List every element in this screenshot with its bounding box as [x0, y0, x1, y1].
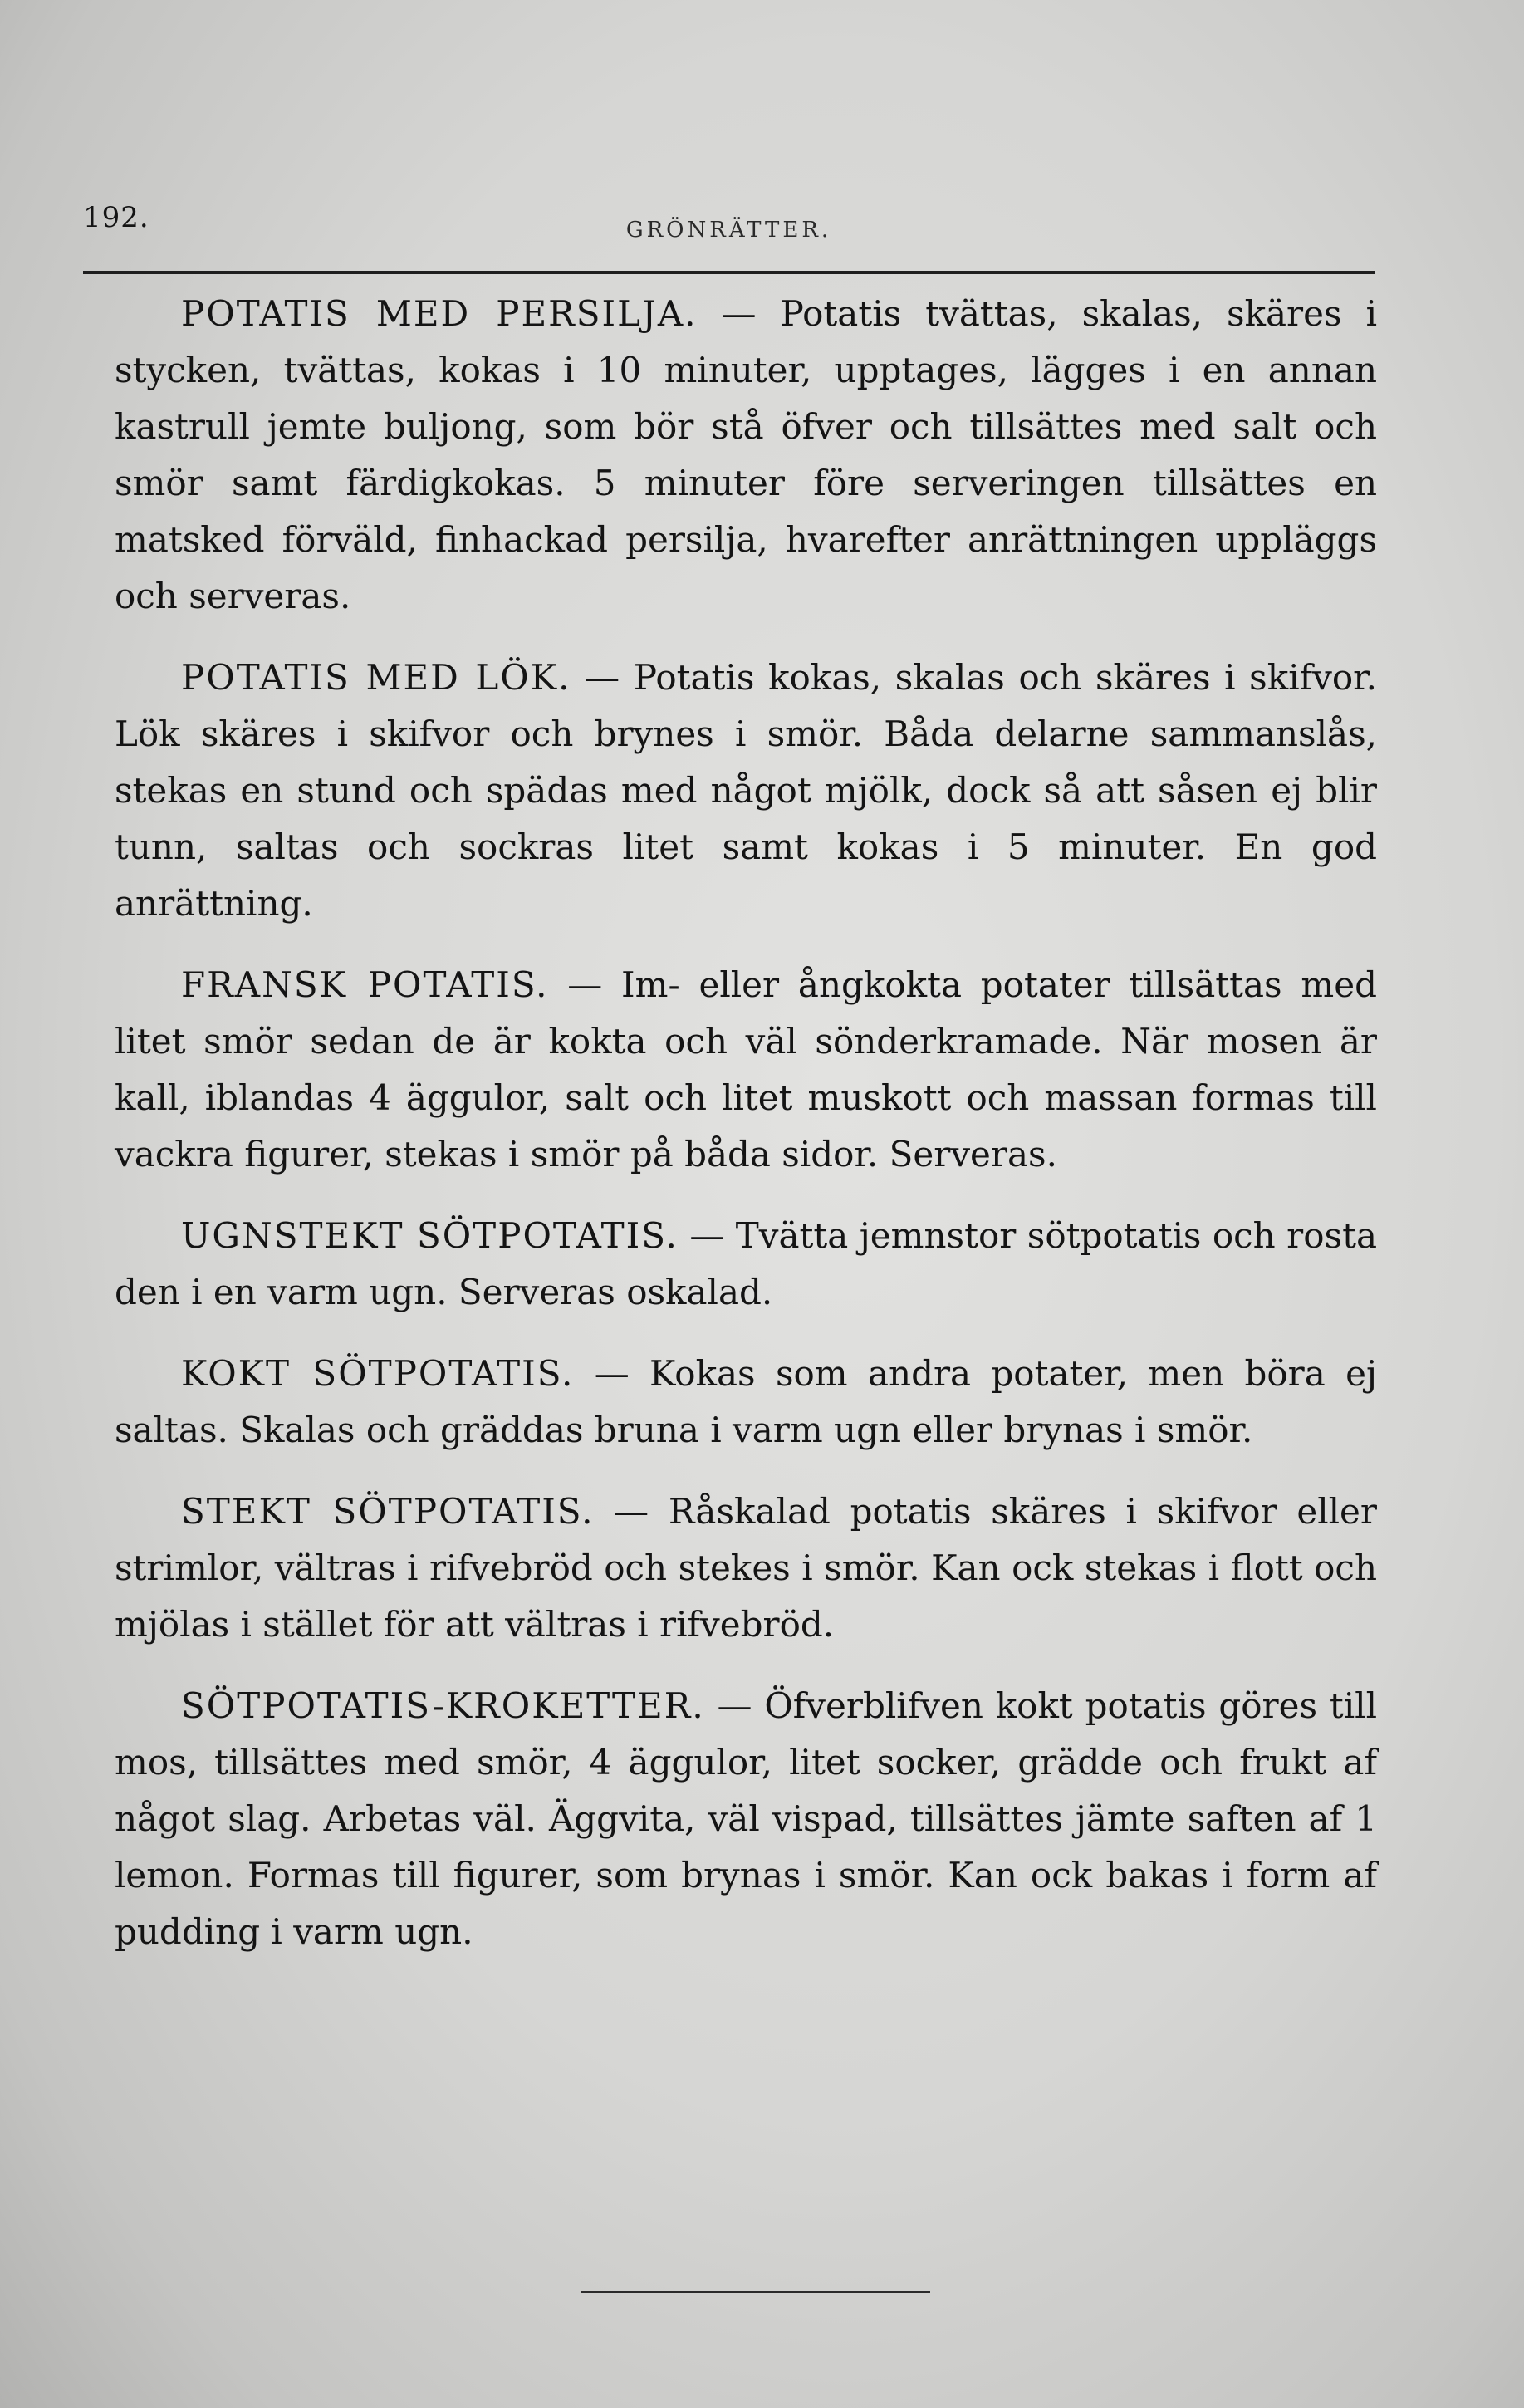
recipe-body: — Im- eller ångkokta potater tillsättas med litet smör sedan de är kokta och väl sönderkramade. När mosen är kall, iblandas 4 äggulor, salt och litet muskott och massan formas till vackra figurer, stekas i smör på båda sidor. Serveras. — [115, 964, 1377, 1175]
recipe-title: POTATIS MED PERSILJA. — [181, 293, 698, 334]
recipe-potatis-med-lok — [115, 650, 1377, 932]
recipe-title: KOKT SÖTPOTATIS. — [181, 1353, 575, 1394]
recipe-body: — Potatis tvättas, skalas, skäres i stycken, tvättas, kokas i 10 minuter, upptages, lägges i en annan kastrull jemte buljong, som bör stå öfver och tillsättes med salt och smör samt färdigkokas. 5 minuter före serveringen tillsättes en matsked förväld, finhackad persilja, hvarefter anrättningen uppläggs och serveras. — [115, 293, 1377, 616]
recipe-fransk-potatis — [115, 957, 1377, 1183]
recipe-title: POTATIS MED LÖK. — [181, 657, 571, 698]
recipe-stekt-sotpotatis — [115, 1484, 1377, 1653]
recipe-body: — Potatis kokas, skalas och skäres i skifvor. Lök skäres i skifvor och brynes i smör. Båda delarne sammanslås, stekas en stund och spädas med något mjölk, dock så att såsen ej blir tunn, saltas och sockras litet samt kokas i 5 minuter. En god anrättning. — [115, 657, 1377, 924]
recipe-title: SÖTPOTATIS-KROKETTER. — [181, 1685, 705, 1726]
recipe-kokt-sotpotatis — [115, 1346, 1377, 1459]
recipe-body: — Öfverblifven kokt potatis göres till mos, tillsättes med smör, 4 äggulor, litet socker, grädde och frukt af något slag. Arbetas väl. Äggvita, väl vispad, tillsättes jämte saften af 1 lemon. Formas till figurer, som brynas i smör. Kan ock bakas i form af pudding i varm ugn. — [115, 1685, 1378, 1952]
header-rule — [83, 271, 1375, 274]
recipe-ugnstekt-sotpotatis — [115, 1208, 1377, 1321]
running-head — [83, 193, 1375, 243]
recipe-title: STEKT SÖTPOTATIS. — [181, 1491, 595, 1532]
recipe-sotpotatis-kroketter — [115, 1678, 1377, 1960]
page-number: 192. — [83, 201, 149, 234]
recipe-body: — Råskalad potatis skäres i skifvor eller strimlor, vältras i rifvebröd och stekes i smör. Kan ock stekas i flott och mjölas i stället för att vältras i rifvebröd. — [115, 1491, 1377, 1645]
section-title: GRÖNRÄTTER. — [625, 218, 832, 243]
recipe-title: UGNSTEKT SÖTPOTATIS. — [181, 1215, 679, 1256]
recipe-body: — Tvätta jemnstor sötpotatis och rosta den i en varm ugn. Serveras oskalad. — [115, 1215, 1378, 1312]
recipe-title: FRANSK POTATIS. — [181, 964, 549, 1005]
end-rule — [581, 2291, 930, 2293]
recipe-body: — Kokas som andra potater, men böra ej saltas. Skalas och gräddas bruna i varm ugn eller brynas i smör. — [115, 1353, 1378, 1450]
recipe-list — [115, 286, 1377, 1985]
recipe-potatis-med-persilja — [115, 286, 1377, 625]
